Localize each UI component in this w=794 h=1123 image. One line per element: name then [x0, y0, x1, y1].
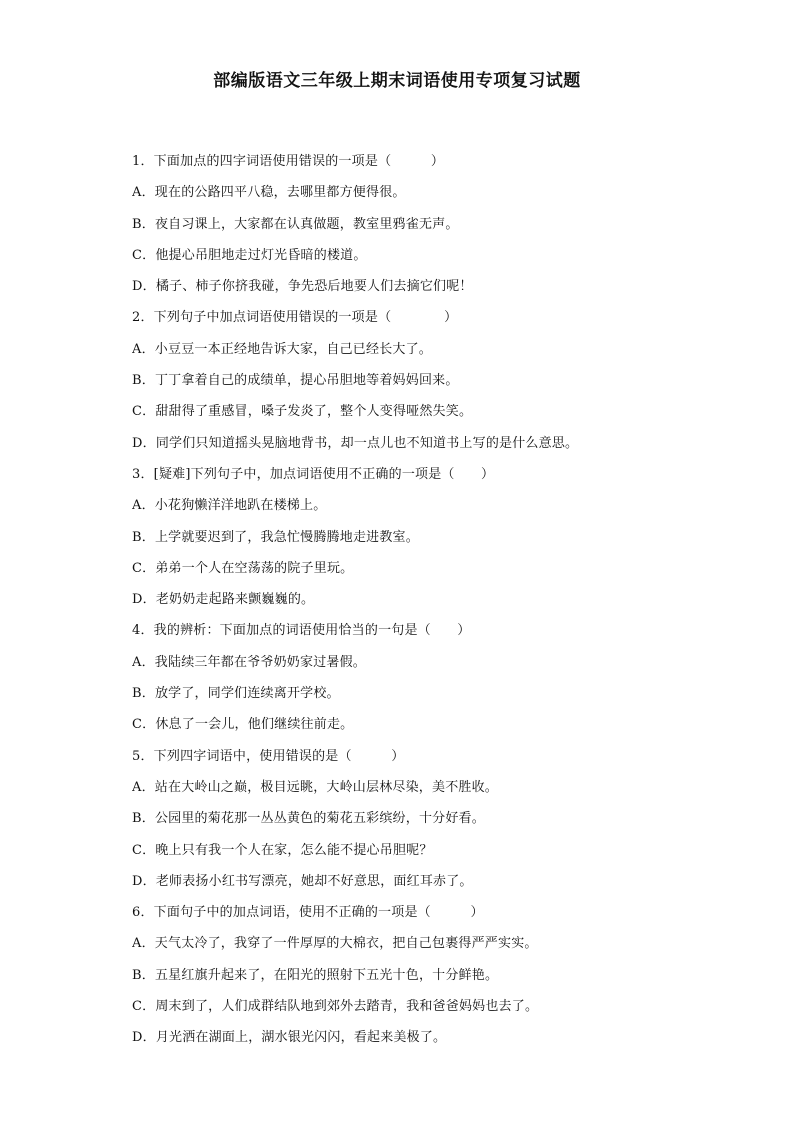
question-stem: 3．[疑难]下列句子中，加点词语使用不正确的一项是（ ）: [132, 466, 495, 482]
answer-option: B．放学了，同学们连续离开学校。: [132, 686, 340, 702]
question-stem: 4．我的辨析：下面加点的词语使用恰当的一句是（ ）: [132, 623, 471, 639]
answer-option: C．他提心吊胆地走过灯光昏暗的楼道。: [132, 247, 367, 263]
question-stem: 2．下列句子中加点词语使用错误的一项是（ ）: [132, 310, 458, 326]
answer-option: C．晚上只有我一个人在家，怎么能不提心吊胆呢？: [132, 842, 433, 858]
answer-option: D．老师表扬小红书写漂亮，她却不好意思，面红耳赤了。: [132, 873, 473, 889]
answer-option: D．同学们只知道摇头晃脑地背书，却一点儿也不知道书上写的是什么意思。: [132, 435, 579, 451]
answer-option: C．休息了一会儿，他们继续往前走。: [132, 717, 354, 733]
answer-option: A．站在大岭山之巅，极目远眺，大岭山层林尽染，美不胜收。: [132, 779, 498, 795]
answer-option: C．周末到了，人们成群结队地到郊外去踏青，我和爸爸妈妈也去了。: [132, 999, 539, 1015]
answer-option: A．天气太冷了，我穿了一件厚厚的大棉衣，把自己包裹得严严实实。: [132, 936, 538, 952]
answer-option: D．橘子、柿子你挤我碰，争先恐后地要人们去摘它们呢！: [132, 279, 473, 295]
answer-option: C．弟弟一个人在空荡荡的院子里玩。: [132, 560, 354, 576]
answer-option: A．现在的公路四平八稳，去哪里都方便得很。: [132, 185, 406, 201]
answer-option: B．上学就要迟到了，我急忙慢腾腾地走进教室。: [132, 529, 419, 545]
answer-option: A．小豆豆一本正经地告诉大家，自己已经长大了。: [132, 341, 432, 357]
answer-option: D．月光洒在湖面上，湖水银光闪闪，看起来美极了。: [132, 1030, 447, 1046]
answer-option: A．小花狗懒洋洋地趴在楼梯上。: [132, 498, 327, 514]
question-list: [132, 146, 732, 1054]
answer-option: B．五星红旗升起来了，在阳光的照射下五光十色，十分鲜艳。: [132, 967, 499, 983]
answer-option: D．老奶奶走起路来颤巍巍的。: [132, 592, 315, 608]
question-stem: 1．下面加点的四字词语使用错误的一项是（ ）: [132, 154, 445, 169]
question-stem: 5．下列四字词语中，使用错误的是（ ）: [132, 748, 405, 764]
answer-option: B．夜自习课上，大家都在认真做题，教室里鸦雀无声。: [132, 216, 459, 232]
question-stem: 6．下面句子中的加点词语，使用不正确的一项是（ ）: [132, 905, 484, 921]
page-title: 部编版语文三年级上期末词语使用专项复习试题: [213, 71, 581, 91]
answer-option: C．甜甜得了重感冒，嗓子发炎了，整个人变得哑然失笑。: [132, 404, 473, 420]
answer-option: A．我陆续三年都在爷爷奶奶家过暑假。: [132, 654, 366, 670]
answer-option: B．公园里的菊花那一丛丛黄色的菊花五彩缤纷，十分好看。: [132, 811, 485, 827]
answer-option: B．丁丁拿着自己的成绩单，提心吊胆地等着妈妈回来。: [132, 373, 459, 389]
